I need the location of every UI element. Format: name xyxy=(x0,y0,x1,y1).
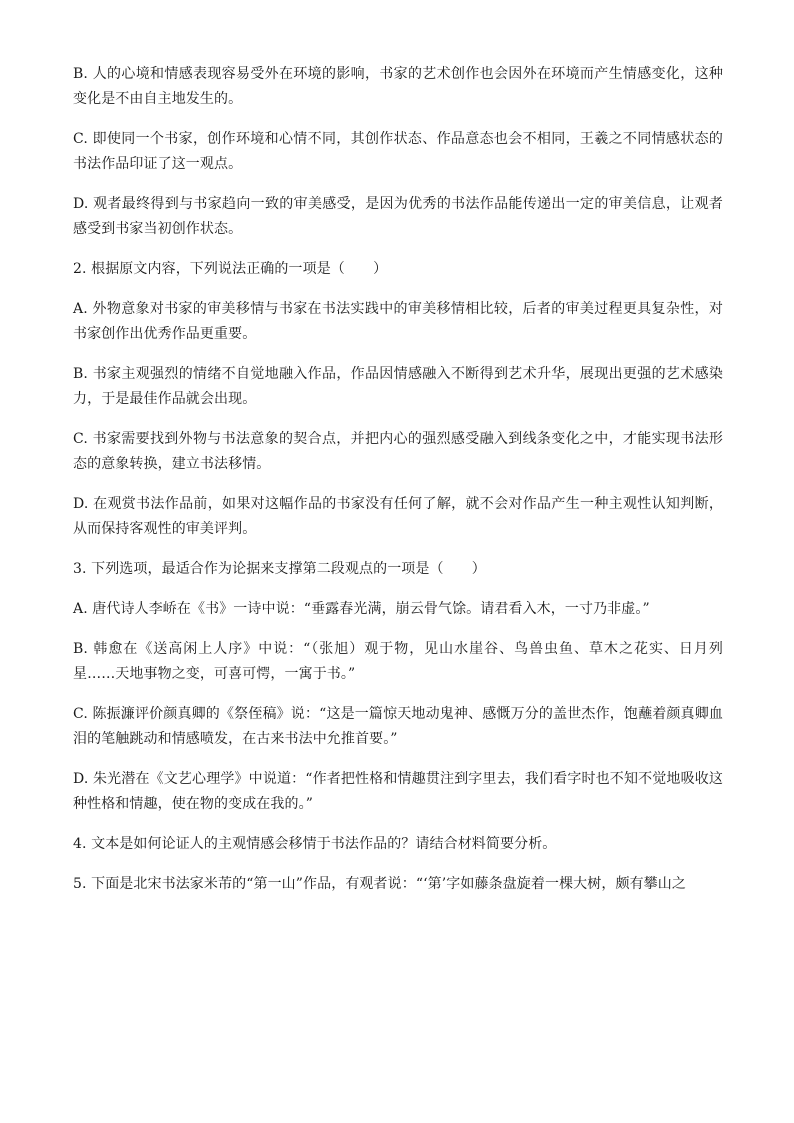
question-2-option-b: B. 书家主观强烈的情绪不自觉地融入作品，作品因情感融入不断得到艺术升华，展现出更强的艺术感染力，于是最佳作品就会出现。 xyxy=(73,366,723,407)
question-3-option-d: D. 朱光潜在《文艺心理学》中说道：“作者把性格和情趣贯注到字里去，我们看字时也不知不觉地吸收这种性格和情趣，使在物的变成在我的。” xyxy=(73,771,723,812)
question-2-option-d: D. 在观赏书法作品前，如果对这幅作品的书家没有任何了解，就不会对作品产生一种主观性认知判断，从而保持客观性的审美评判。 xyxy=(73,496,723,537)
question-2: 2. 根据原文内容，下列说法正确的一项是（ ） xyxy=(73,261,388,277)
option-c-prev-c: C. 即使同一个书家，创作环境和心情不同，其创作状态、作品意态也会不相同，王羲之不同情感状态的书法作品印证了这一观点。 xyxy=(73,131,723,172)
question-2-option-a: A. 外物意象对书家的审美移情与书家在书法实践中的审美移情相比较，后者的审美过程更具复杂性，对书家创作出优秀作品更重要。 xyxy=(73,301,723,342)
question-3: 3. 下列选项，最适合作为论据来支撑第二段观点的一项是（ ） xyxy=(73,561,486,577)
question-2-option-c: C. 书家需要找到外物与书法意象的契合点，并把内心的强烈感受融入到线条变化之中，才能实现书法形态的意象转换，建立书法移情。 xyxy=(73,431,723,472)
document-body xyxy=(73,62,723,912)
question-4: 4. 文本是如何论证人的主观情感会移情于书法作品的？请结合材料简要分析。 xyxy=(73,836,557,852)
question-3-option-a: A. 唐代诗人李峤在《书》一诗中说：“垂露春光满，崩云骨气馀。请君看入木，一寸乃非虚。” xyxy=(73,601,650,617)
question-3-option-b: B. 韩愈在《送高闲上人序》中说：“（张旭）观于物，见山水崖谷、鸟兽虫鱼、草木之花实、日月列星……天地事物之变，可喜可愕，一寓于书。” xyxy=(73,641,723,682)
option-c-prev-d: D. 观者最终得到与书家趋向一致的审美感受，是因为优秀的书法作品能传递出一定的审美信息，让观者感受到书家当初创作状态。 xyxy=(73,196,723,237)
question-3-option-c: C. 陈振濂评价颜真卿的《祭侄稿》说：“这是一篇惊天地动鬼神、感慨万分的盖世杰作，饱蘸着颜真卿血泪的笔触跳动和情感喷发，在古来书法中允推首要。” xyxy=(73,706,723,747)
question-5: 5. 下面是北宋书法家米芾的“第一山”作品，有观者说：“‘第’字如藤条盘旋着一棵大树，颇有攀山之 xyxy=(73,876,686,892)
option-c-prev-b: B. 人的心境和情感表现容易受外在环境的影响，书家的艺术创作也会因外在环境而产生情感变化，这种变化是不由自主地发生的。 xyxy=(73,66,723,107)
